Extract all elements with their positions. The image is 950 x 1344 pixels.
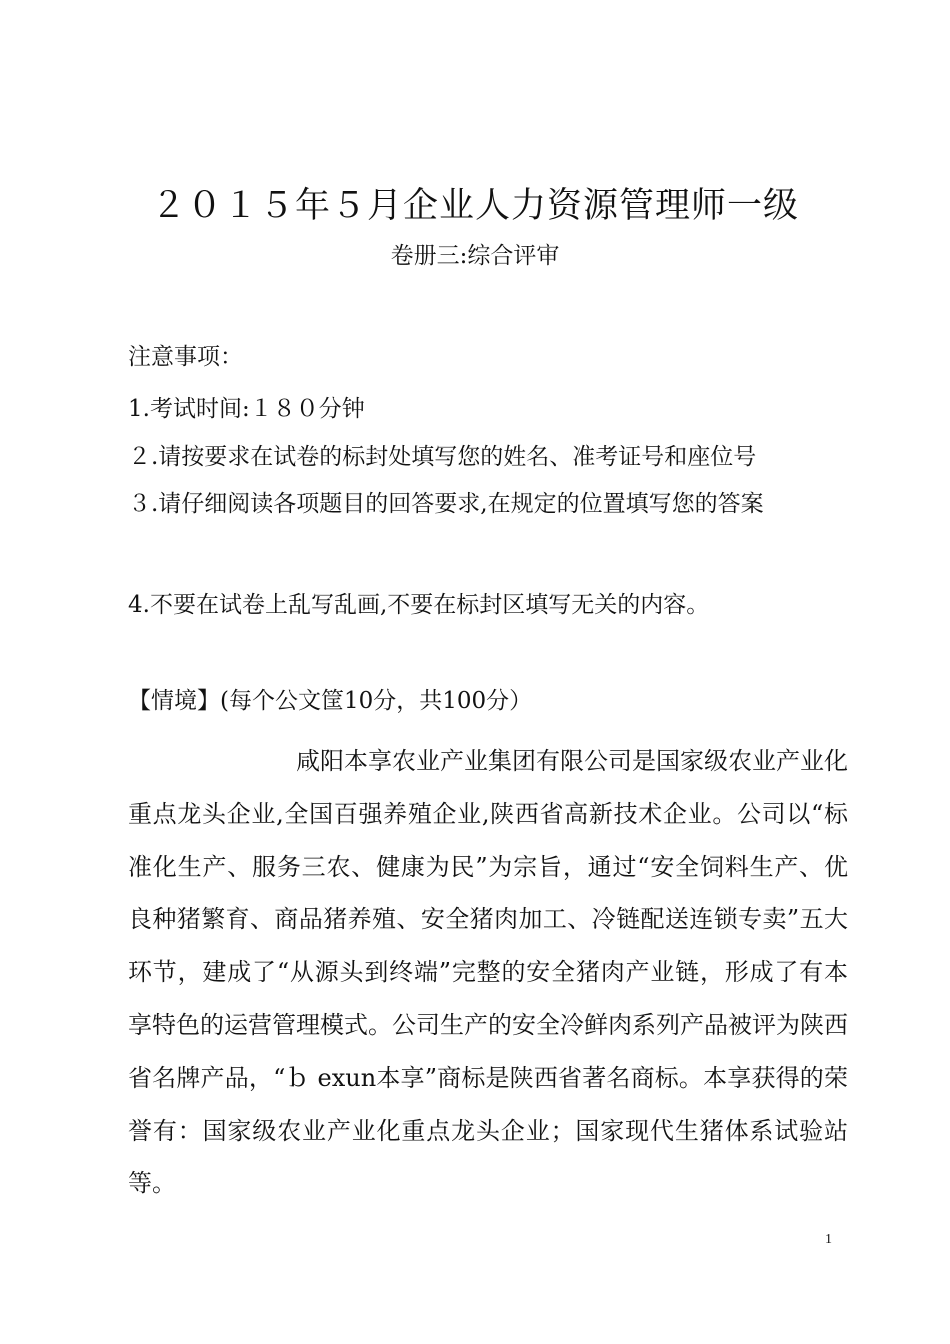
situation-paragraph	[128, 735, 848, 1210]
document-subtitle: 卷册三:综合评审	[390, 243, 560, 269]
note-item: ２.请按要求在试卷的标封处填写您的姓名、准考证号和座位号	[128, 444, 757, 470]
note-item: 1.考试时间:１８０分钟	[128, 396, 365, 422]
note-item: ３.请仔细阅读各项题目的回答要求,在规定的位置填写您的答案	[128, 491, 764, 517]
notes-heading: 注意事项：	[128, 344, 243, 370]
note-item: 4.不要在试卷上乱写乱画,不要在标封区填写无关的内容。	[128, 592, 710, 618]
situation-heading: 【情境】(每个公文筐10分，共100分）	[128, 688, 533, 714]
document-title: ２０１５年５月企业人力资源管理师一级	[150, 186, 799, 226]
paragraph-text: 咸阳本享农业产业集团有限公司是国家级农业产业化重点龙头企业,全国百强养殖企业,陕西省高新技术企业。公司以“标准化生产、服务三农、健康为民”为宗旨，通过“安全饲料生产、优良种猪繁育、商品猪养殖、安全猪肉加工、冷链配送连锁专卖”五大环节，建成了“从源头到终端”完整的安全猪肉产业链，形成了有本享特色的运营管理模式。公司生产的安全冷鲜肉系列产品被评为陕西省名牌产品，“ｂ exun本享”商标是陕西省著名商标。本享获得的荣誉有：国家级农业产业化重点龙头企业；国家现代生猪体系试验站等。	[128, 747, 848, 1198]
page-number: 1	[825, 1232, 832, 1247]
